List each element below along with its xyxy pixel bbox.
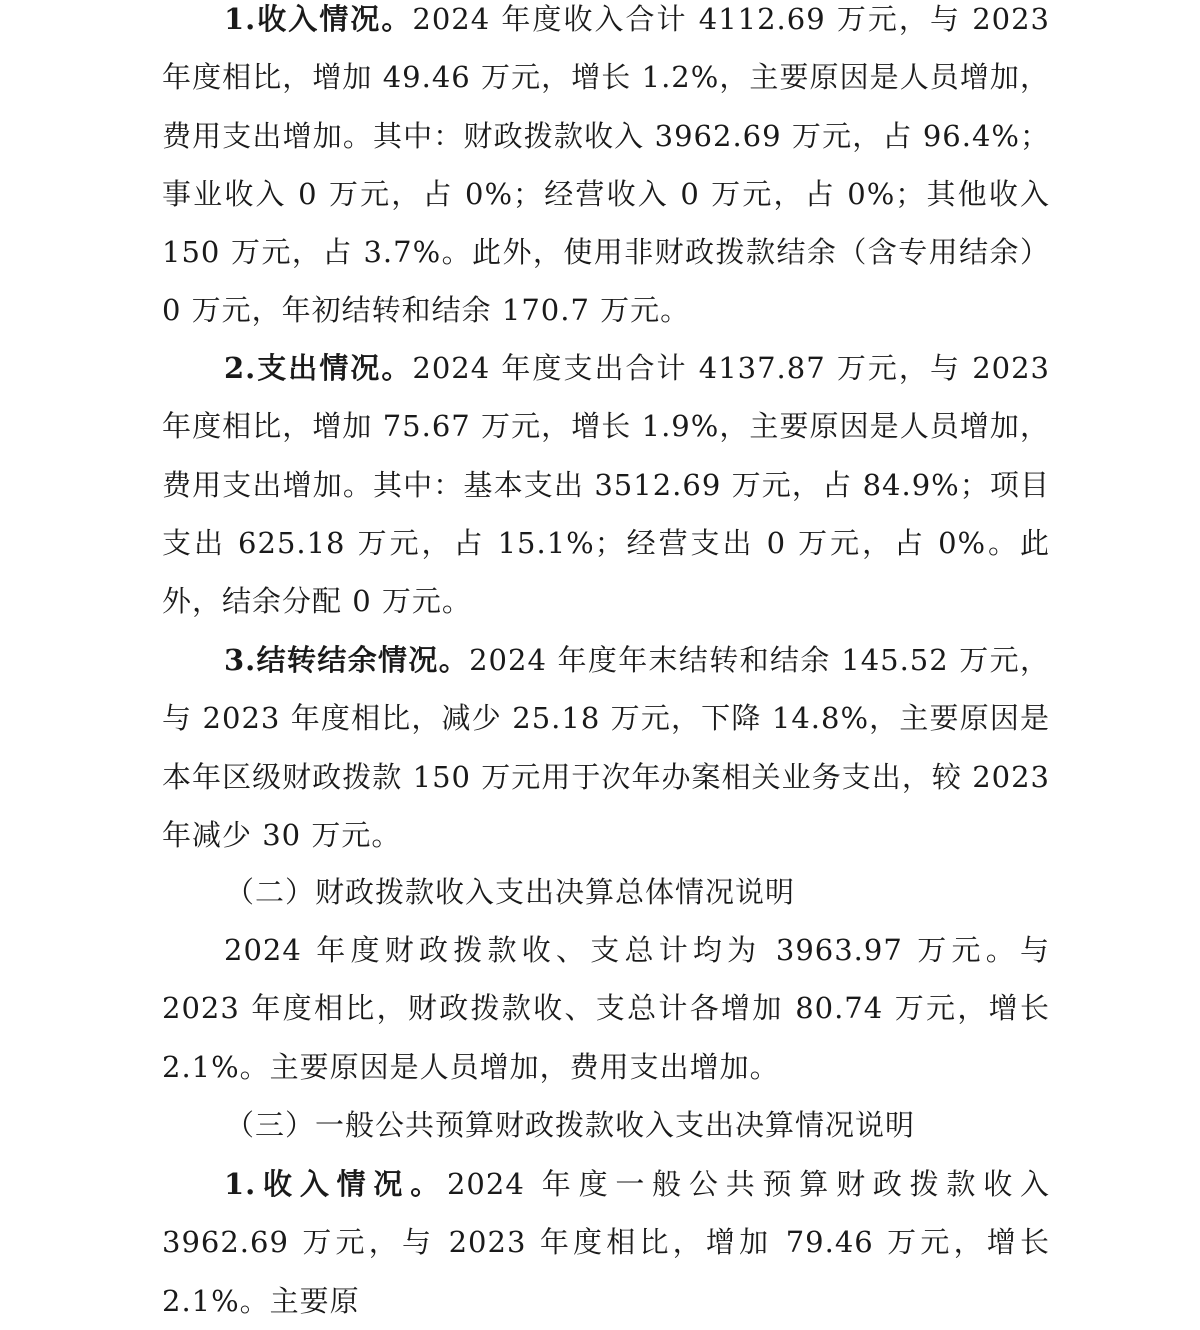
fiscal-total-paragraph: 2024 年度财政拨款收、支总计均为 3963.97 万元。与 2023 年度相比，财政拨款收、支总计各增加 80.74 万元，增长 2.1%。主要原因是人员增加，费用支出增加。	[162, 933, 1050, 1084]
section-heading-3: （三）一般公共预算财政拨款收入支出决算情况说明	[225, 1108, 916, 1142]
income-text: 2024 年度收入合计 4112.69 万元，与 2023 年度相比，增加 49.46 万元，增长 1.2%，主要原因是人员增加，费用支出增加。其中：财政拨款收入 3962.69 万元，占 96.4%；事业收入 0 万元，占 0%；经营收入 0 万元，占 0%；其他收入 150 万元，占 3.7%。此外，使用非财政拨款结余（含专用结余）0 万元，年初结转和结余 170.7 万元。	[162, 2, 1050, 328]
expense-paragraph	[162, 339, 1050, 630]
general-budget-income-paragraph	[162, 1155, 1050, 1330]
expense-lead: 2.支出情况。	[224, 351, 413, 385]
income-paragraph	[162, 0, 1050, 340]
general-budget-income-lead: 1.收入情况。	[224, 1167, 447, 1201]
balance-text: 2024 年度年末结转和结余 145.52 万元，与 2023 年度相比，减少 25.18 万元，下降 14.8%，主要原因是本年区级财政拨款 150 万元用于次年办案相关业务支出，较 2023 年减少 30 万元。	[162, 643, 1050, 852]
expense-text: 2024 年度支出合计 4137.87 万元，与 2023 年度相比，增加 75.67 万元，增长 1.9%，主要原因是人员增加，费用支出增加。其中：基本支出 3512.69 万元，占 84.9%；项目支出 625.18 万元，占 15.1%；经营支出 0 万元，占 0%。此外，结余分配 0 万元。	[162, 351, 1050, 619]
balance-paragraph	[162, 631, 1050, 864]
balance-lead: 3.结转结余情况。	[224, 643, 470, 677]
general-budget-income-text: 2024 年度一般公共预算财政拨款收入 3962.69 万元，与 2023 年度相比，增加 79.46 万元，增长 2.1%。主要原	[162, 1167, 1050, 1318]
section-heading-2: （二）财政拨款收入支出决算总体情况说明	[225, 875, 796, 909]
income-lead: 1.收入情况。	[224, 2, 413, 36]
